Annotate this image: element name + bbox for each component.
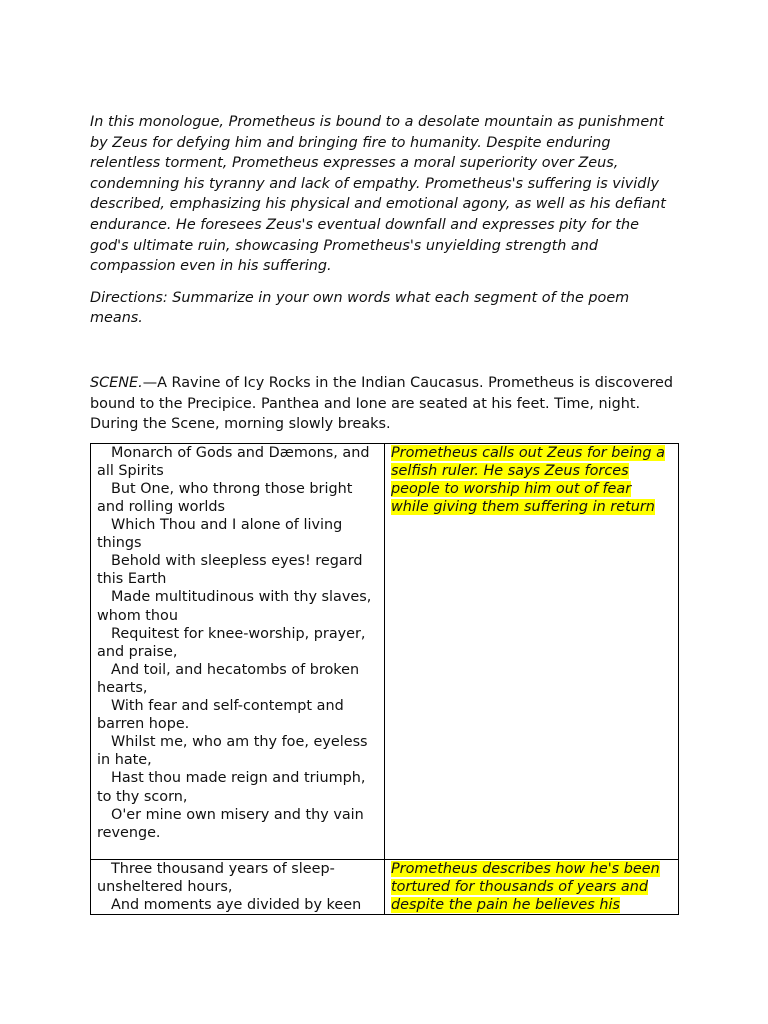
poem-table bbox=[90, 443, 679, 915]
summary-note: Prometheus calls out Zeus for being a selfish ruler. He says Zeus forces people to worship him out of fear while giving them suffering in return bbox=[391, 444, 665, 515]
verse-line: Whilst me, who am thy foe, eyeless in hate, bbox=[97, 734, 368, 769]
summary-cell-content bbox=[391, 860, 672, 914]
document-page bbox=[90, 112, 680, 915]
verse-line: Monarch of Gods and Dæmons, and all Spirits bbox=[97, 444, 370, 479]
verse-cell bbox=[91, 859, 385, 914]
intro-paragraph: In this monologue, Prometheus is bound to a desolate mountain as punishment by Zeus for defying him and bringing fire to humanity. Despite enduring relentless torment, Prometheus expresses a moral superiority over Zeus, condemning his tyranny and lack of empathy. Prometheus's suffering is vividly described, emphasizing his physical and emotional agony, as well as his defiant endurance. He foresees Zeus's eventual downfall and expresses pity for the god's ultimate ruin, showcasing Prometheus's unyielding strength and compassion even in his suffering. bbox=[90, 114, 666, 275]
table-row bbox=[91, 859, 679, 914]
verse-line: O'er mine own misery and thy vain revenge. bbox=[97, 806, 364, 841]
verse-line: Requitest for knee-worship, prayer, and praise, bbox=[97, 625, 366, 660]
verse-cell bbox=[91, 443, 385, 859]
scene-label: SCENE. bbox=[90, 374, 143, 391]
verse-line: With fear and self-contempt and barren hope. bbox=[97, 698, 344, 733]
verse-line: And moments aye divided by keen bbox=[111, 896, 362, 913]
table-row bbox=[91, 443, 679, 859]
directions-paragraph: Directions: Summarize in your own words what each segment of the poem means. bbox=[90, 289, 630, 327]
verse-line: And toil, and hecatombs of broken hearts, bbox=[97, 661, 360, 696]
verse-line: Which Thou and I alone of living things bbox=[97, 517, 343, 552]
summary-cell[interactable] bbox=[385, 443, 679, 859]
scene-paragraph bbox=[90, 373, 680, 435]
summary-cell[interactable] bbox=[385, 859, 679, 914]
summary-note: Prometheus describes how he's been tortured for thousands of years and despite the pain he believes his bbox=[391, 860, 660, 913]
verse-line: Hast thou made reign and triumph, to thy scorn, bbox=[97, 770, 366, 805]
verse-line: Behold with sleepless eyes! regard this Earth bbox=[97, 553, 363, 588]
verse-line: Three thousand years of sleep-unsheltered hours, bbox=[97, 860, 335, 895]
verse-line: Made multitudinous with thy slaves, whom thou bbox=[97, 589, 372, 624]
scene-text: —A Ravine of Icy Rocks in the Indian Caucasus. Prometheus is discovered bound to the Precipice. Panthea and Ione are seated at his feet. Time, night. During the Scene, morning slowly breaks. bbox=[90, 374, 674, 433]
verse-line: But One, who throng those bright and rolling worlds bbox=[97, 480, 353, 515]
verse-cell-content bbox=[97, 860, 378, 914]
